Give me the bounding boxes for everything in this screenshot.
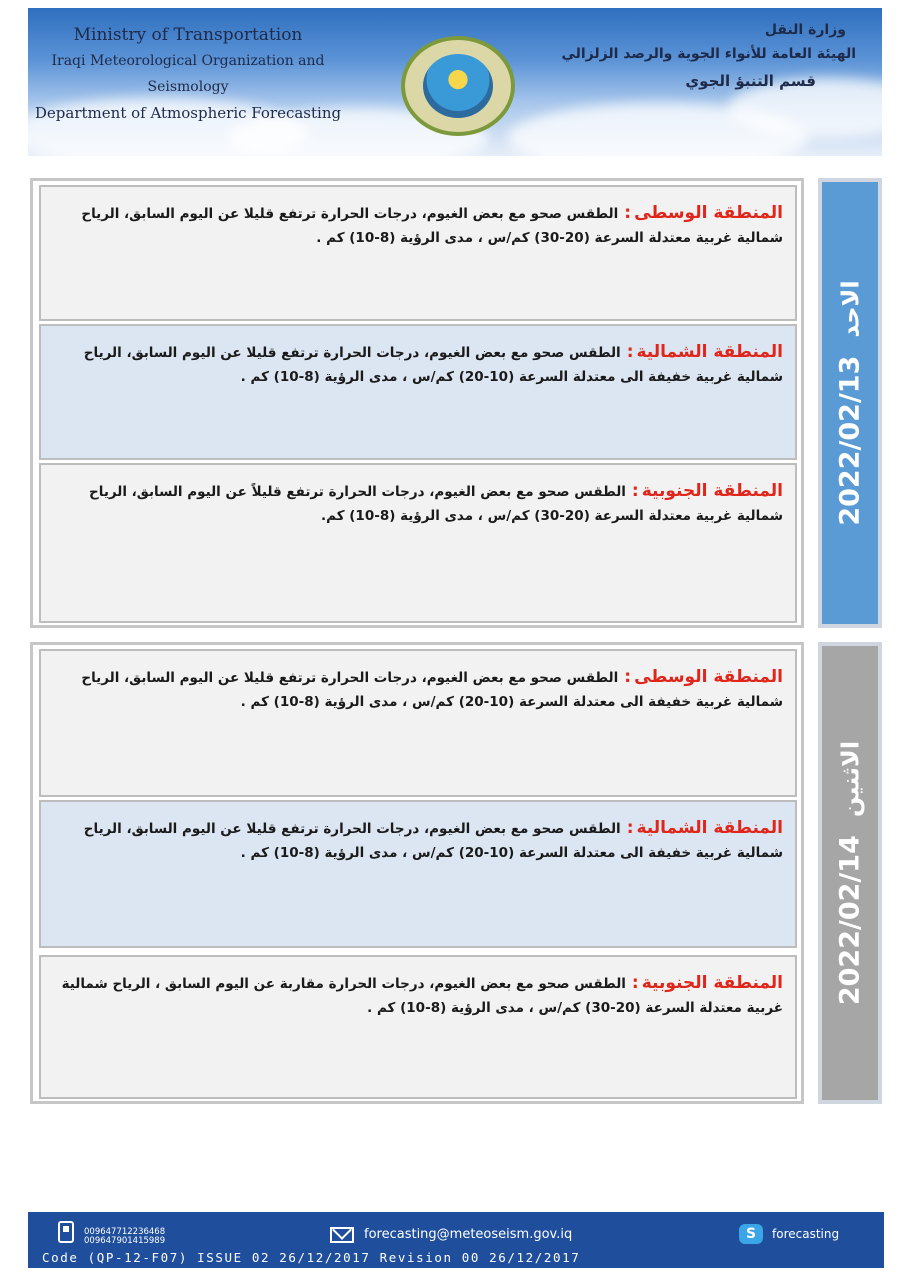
region-forecast-text: الطقس صحو مع بعض الغيوم، درجات الحرارة ترتفع قليلا عن اليوم السابق، الرياح شمالية غربية خفيفة الى معتدلة السرعة (10-20) كم/س ، مدى الرؤية (8-10) كم . (83, 345, 783, 385)
region-panel-central: المنطقة الوسطى:الطقس صحو مع بعض الغيوم، درجات الحرارة ترتفع قليلا عن اليوم السابق، الرياح شمالية غربية خفيفة الى معتدلة السرعة (10-20) كم/س ، مدى الرؤية (8-10) كم . (39, 649, 797, 797)
date-bar (818, 178, 882, 628)
regions-container (30, 642, 804, 1104)
mail-icon (330, 1227, 354, 1243)
region-name: المنطقة الشمالية (636, 818, 783, 838)
region-panel-central: المنطقة الوسطى:الطقس صحو مع بعض الغيوم، درجات الحرارة ترتفع قليلا عن اليوم السابق، الرياح شمالية غربية معتدلة السرعة (20-30) كم/س ، مدى الرؤية (8-10) كم . (39, 185, 797, 321)
region-name: المنطقة الشمالية (636, 342, 783, 362)
organization-logo (401, 36, 515, 136)
region-forecast-text: الطقس صحو مع بعض الغيوم، درجات الحرارة ترتفع قليلاً عن اليوم السابق، الرياح شمالية غربية معتدلة السرعة (20-30) كم/س ، مدى الرؤية (8-10) كم. (89, 484, 783, 524)
ministry-name-en: Ministry of Transportation (73, 25, 303, 45)
skype-handle[interactable]: forecasting (772, 1227, 840, 1241)
phone-number: 009647712236468 (84, 1227, 166, 1237)
ministry-name-ar: وزارة النقل (764, 22, 846, 38)
department-name-en: Department of Atmospheric Forecasting (34, 104, 342, 122)
organization-name-en: Iraqi Meteorological Organization and Seismology (51, 53, 325, 95)
regions-container (30, 178, 804, 628)
region-panel-north: المنطقة الشمالية:الطقس صحو مع بعض الغيوم، درجات الحرارة ترتفع قليلا عن اليوم السابق، الرياح شمالية غربية خفيفة الى معتدلة السرعة (10-20) كم/س ، مدى الرؤية (8-10) كم . (39, 800, 797, 948)
organization-name-ar: الهيئة العامة للأنواء الجوية والرصد الزلزالي (561, 46, 856, 62)
ministry-arabic (561, 18, 856, 96)
region-name: المنطقة الوسطى (634, 203, 783, 223)
date-bar (818, 642, 882, 1104)
day-name: الاثنين (836, 740, 865, 818)
region-panel-south: المنطقة الجنوبية:الطقس صحو مع بعض الغيوم، درجات الحرارة مقاربة عن اليوم السابق ، الرياح شمالية غربية معتدلة السرعة (20-30) كم/س ، مدى الرؤية (8-10) كم . (39, 955, 797, 1099)
document-code: Code (QP-12-F07) ISSUE 02 26/12/2017 Revision 00 26/12/2017 (42, 1250, 581, 1265)
forecast-day-2 (30, 642, 882, 1104)
region-forecast-text: الطقس صحو مع بعض الغيوم، درجات الحرارة ترتفع قليلا عن اليوم السابق، الرياح شمالية غربية معتدلة السرعة (20-30) كم/س ، مدى الرؤية (8-10) كم . (81, 206, 783, 246)
contact-email[interactable]: forecasting@meteoseism.gov.iq (364, 1227, 573, 1242)
region-forecast-text: الطقس صحو مع بعض الغيوم، درجات الحرارة ترتفع قليلا عن اليوم السابق، الرياح شمالية غربية خفيفة الى معتدلة السرعة (10-20) كم/س ، مدى الرؤية (8-10) كم . (83, 821, 783, 861)
region-panel-north: المنطقة الشمالية:الطقس صحو مع بعض الغيوم، درجات الحرارة ترتفع قليلا عن اليوم السابق، الرياح شمالية غربية خفيفة الى معتدلة السرعة (10-20) كم/س ، مدى الرؤية (8-10) كم . (39, 324, 797, 460)
phone-icon (58, 1221, 74, 1243)
department-name-ar: قسم التنبؤ الجوي (685, 72, 816, 90)
phone-numbers (84, 1228, 165, 1246)
phone-number: 009647901415989 (84, 1236, 166, 1246)
region-name: المنطقة الجنوبية (641, 973, 783, 993)
ministry-english (28, 22, 348, 126)
region-forecast-text: الطقس صحو مع بعض الغيوم، درجات الحرارة ترتفع قليلا عن اليوم السابق، الرياح شمالية غربية خفيفة الى معتدلة السرعة (10-20) كم/س ، مدى الرؤية (8-10) كم . (81, 670, 783, 710)
contact-footer (28, 1212, 884, 1268)
day-name: الاحد (836, 280, 865, 338)
region-name: المنطقة الوسطى (634, 667, 783, 687)
letterhead (28, 8, 882, 156)
region-forecast-text: الطقس صحو مع بعض الغيوم، درجات الحرارة مقاربة عن اليوم السابق ، الرياح شمالية غربية معتدلة السرعة (20-30) كم/س ، مدى الرؤية (8-10) كم . (61, 976, 783, 1016)
skype-icon: S (739, 1224, 763, 1244)
logo-emblem-icon (423, 54, 493, 118)
forecast-date: 2022/02/14 (834, 835, 866, 1006)
forecast-date: 2022/02/13 (834, 355, 866, 526)
forecast-day-1 (30, 178, 882, 628)
region-name: المنطقة الجنوبية (641, 481, 783, 501)
region-panel-south: المنطقة الجنوبية:الطقس صحو مع بعض الغيوم، درجات الحرارة ترتفع قليلاً عن اليوم السابق، الرياح شمالية غربية معتدلة السرعة (20-30) كم/س ، مدى الرؤية (8-10) كم. (39, 463, 797, 623)
